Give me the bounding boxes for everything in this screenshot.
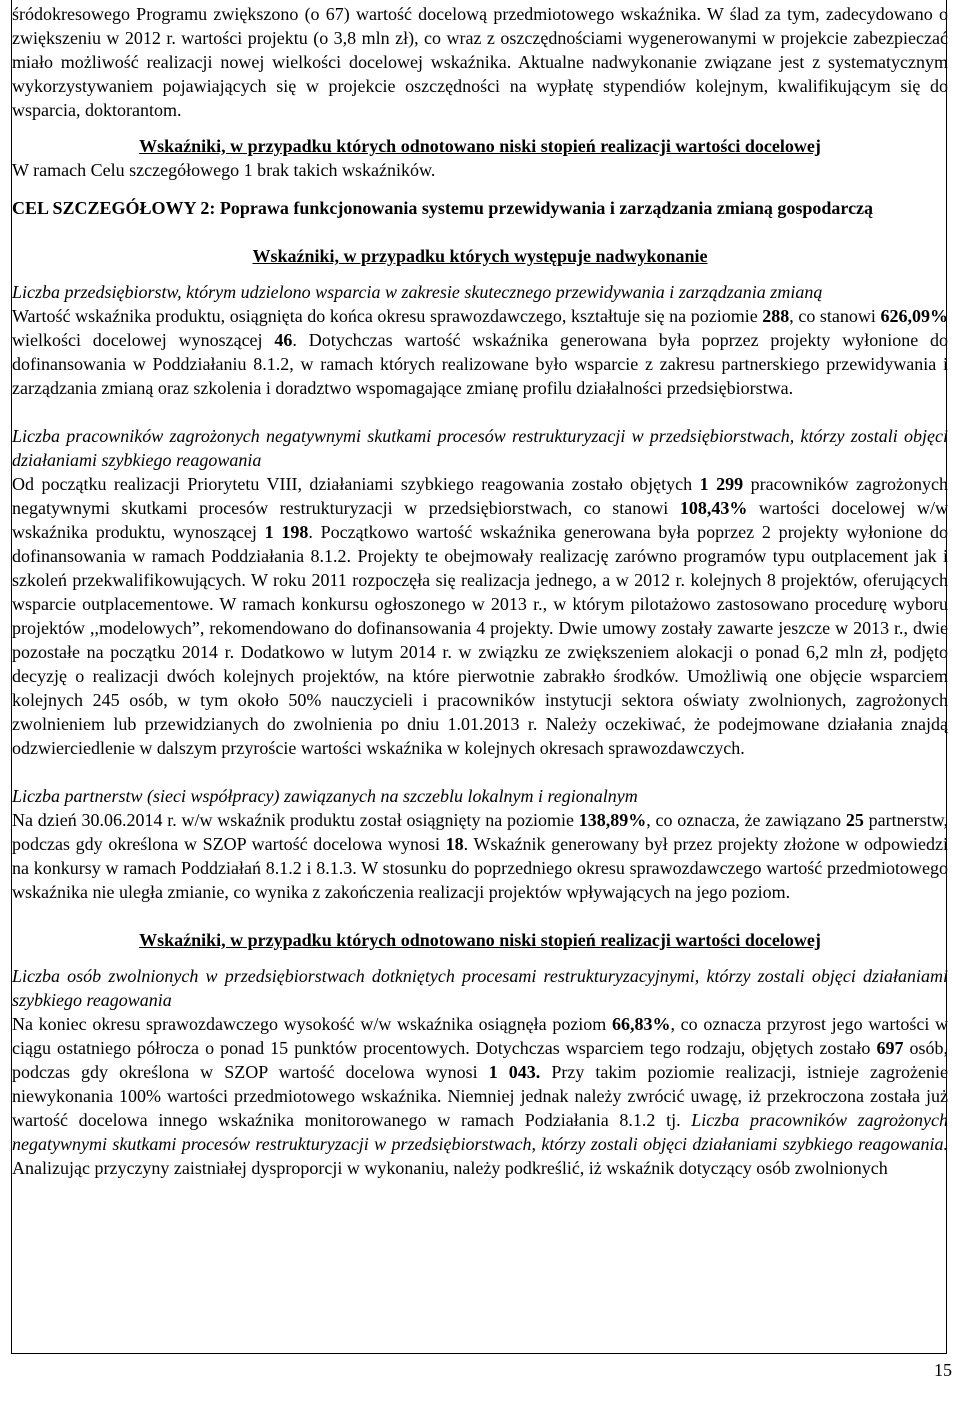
overperformance-heading: Wskaźniki, w przypadku których występuje nadwykonanie: [252, 246, 708, 266]
indicator-3-paragraph: Na dzień 30.06.2014 r. w/w wskaźnik produktu został osiągnięty na poziomie 138,89%, co oznacza, że zawiązano 25 partnerstw, podczas gdy określona w SZOP wartość docelowa wynosi 18. Wskaźnik generowany był przez projekty złożone w odpowiedzi na konkursy w ramach Poddziałań 8.1.2 i 8.1.3. W stosunku do poprzedniego okresu sprawozdawczego wartość przedmiotowego wskaźnika nie uległa zmianie, co wynika z zakończenia realizacji projektów wpływających na jego poziom.: [12, 810, 948, 902]
indicator-1-paragraph: Wartość wskaźnika produktu, osiągnięta do końca okresu sprawozdawczego, kształtuje się na poziomie 288, co stanowi 626,09% wielkości docelowej wynoszącej 46. Dotychczas wartość wskaźnika generowana była poprzez projekty wyłonione do dofinansowania w Poddziałaniu 8.1.2, w ramach których realizowane było wsparcie z zakresu partnerskiego przewidywania i zarządzania zmianą oraz szkolenia i doradztwo wspomagające zmianę profilu działalności przedsiębiorstwa.: [12, 306, 949, 398]
low-realization-heading-1: Wskaźniki, w przypadku których odnotowano niski stopień realizacji wartości docelowej: [139, 136, 821, 156]
indicator-1-title: Liczba przedsiębiorstw, którym udzielono wsparcia w zakresie skutecznego przewidywania i zarządzania zmianą: [12, 282, 823, 302]
low-realization-heading-2: Wskaźniki, w przypadku których odnotowano niski stopień realizacji wartości docelowej: [139, 930, 821, 950]
indicator-2-title: Liczba pracowników zagrożonych negatywnymi skutkami procesów restrukturyzacji w przedsiębiorstwach, którzy zostali objęci działaniami szybkiego reagowania: [12, 426, 948, 470]
intro-paragraph: śródokresowego Programu zwiększono (o 67) wartość docelową przedmiotowego wskaźnika. W ślad za tym, zadecydowano o zwiększeniu w 2012 r. wartości projektu (o 3,8 mln zł), co wraz z oszczędnościami wygenerowanymi w projekcie zabezpieczać miało możliwość realizacji nowej wielkości docelowej wskaźnika. Aktualne nadwykonanie związane jest z systematycznym wykorzystywaniem pojawiających się w projekcie oszczędności na wypłatę stypendiów kolejnym, kwalifikującym się do wsparcia, doktorantom.: [12, 4, 948, 120]
goal-2-title: CEL SZCZEGÓŁOWY 2: Poprawa funkcjonowania systemu przewidywania i zarządzania zmianą gospodarczą: [12, 198, 874, 218]
low-realization-note-1: W ramach Celu szczegółowego 1 brak takich wskaźników.: [12, 160, 436, 180]
indicator-4-title: Liczba osób zwolnionych w przedsiębiorstwach dotkniętych procesami restrukturyzacyjnymi, którzy zostali objęci działaniami szybkiego reagowania: [12, 966, 948, 1010]
indicator-2-paragraph: Od początku realizacji Priorytetu VIII, działaniami szybkiego reagowania zostało objętych 1 299 pracowników zagrożonych negatywnymi skutkami procesów restrukturyzacji w przedsiębiorstwach, co stanowi 108,43% wartości docelowej w/w wskaźnika produktu, wynoszącej 1 198. Początkowo wartość wskaźnika generowana była poprzez 2 projekty wyłonione do dofinansowania w ramach Poddziałania 8.1.2. Projekty te obejmowały realizację zarówno programów typu outplacement jak i szkoleń przekwalifikowujących. W roku 2011 rozpoczęła się realizacja jednego, a w 2012 r. kolejnych 8 projektów, oferujących wsparcie outplacementowe. W ramach konkursu ogłoszonego w 2013 r., w którym pilotażowo zastosowano procedurę wyboru projektów ,,modelowych”, rekomendowano do dofinansowania 4 projekty. Dwie umowy zostały zawarte jeszcze w 2013 r., dwie pozostałe na początku 2014 r. Dodatkowo w lutym 2014 r. w związku ze zwiększeniem alokacji o ponad 6,2 mln zł, podjęto decyzję o realizacji dwóch kolejnych projektów, na które pierwotnie zabrakło środków. Umożliwią one objęcie wsparciem kolejnych 245 osób, w tym około 50% nauczycieli i pracowników instytucji sektora oświaty zwolnionych, zagrożonych zwolnieniem lub przewidzianych do zwolnienia po dniu 1.01.2013 r. Należy oczekiwać, że podejmowane działania znajdą odzwierciedlenie w dalszym przyroście wartości wskaźnika w kolejnych okresach sprawozdawczych.: [12, 474, 949, 758]
indicator-3-title: Liczba partnerstw (sieci współpracy) zawiązanych na szczeblu lokalnym i regionalnym: [12, 786, 638, 806]
indicator-4-paragraph: Na koniec okresu sprawozdawczego wysokość w/w wskaźnika osiągnęła poziom 66,83%, co oznacza przyrost jego wartości w ciągu ostatniego półrocza o ponad 15 punktów procentowych. Dotychczas wsparciem tego rodzaju, objętych zostało 697 osób, podczas gdy określona w SZOP wartość docelowa wynosi 1 043. Przy takim poziomie realizacji, istnieje zagrożenie niewykonania 100% wartości przedmiotowego wskaźnika. Niemniej jednak należy zwrócić uwagę, iż przekroczona została już wartość docelowa innego wskaźnika monitorowanego w ramach Podziałania 8.1.2 tj. Liczba pracowników zagrożonych negatywnymi skutkami procesów restrukturyzacji w przedsiębiorstwach, którzy zostali objęci działaniami szybkiego reagowania. Analizując przyczyny zaistniałej dysproporcji w wykonaniu, należy podkreślić, iż wskaźnik dotyczący osób zwolnionych: [12, 1014, 949, 1178]
page-body: [12, 2, 948, 1180]
document-page: [11, 0, 947, 1354]
page-number: 15: [934, 1360, 952, 1380]
